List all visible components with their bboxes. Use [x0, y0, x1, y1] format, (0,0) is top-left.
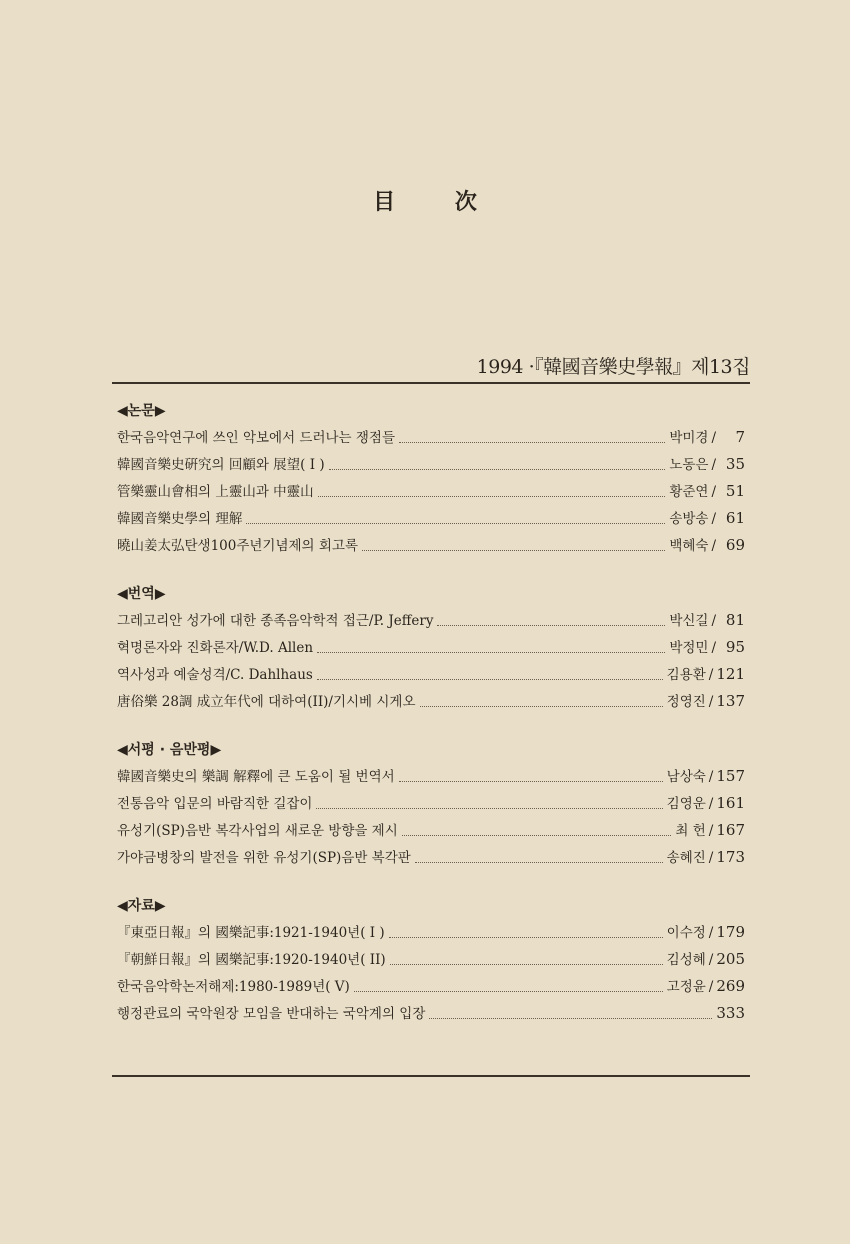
dot-leader	[317, 679, 663, 680]
toc-entry	[117, 661, 745, 688]
dot-leader	[316, 808, 662, 809]
dot-leader	[362, 550, 665, 551]
dot-leader	[415, 862, 663, 863]
entry-title: 『東亞日報』의 國樂記事:1921-1940년( I )	[117, 925, 385, 941]
page-separator: /	[711, 538, 716, 554]
entry-author: 박신길	[669, 613, 709, 629]
entry-title: 유성기(SP)음반 복각사업의 새로운 방향을 제시	[117, 823, 398, 839]
entry-author: 박미경	[669, 430, 709, 446]
entry-author: 송혜진	[666, 850, 706, 866]
dot-leader	[420, 706, 663, 707]
toc-section	[117, 737, 745, 871]
toc-entry	[117, 424, 745, 451]
entry-author: 노동은	[669, 457, 709, 473]
entry-title: 管樂靈山會相의 上靈山과 中靈山	[117, 484, 314, 500]
entry-author: 백혜숙	[669, 538, 709, 554]
dot-leader	[329, 469, 666, 470]
section-heading: ◀자료▶	[117, 898, 166, 914]
entry-page-number: 7	[735, 428, 745, 446]
entry-title: 한국음악연구에 쓰인 악보에서 드러나는 쟁점들	[117, 430, 395, 446]
entry-title: 그레고리안 성가에 대한 종족음악학적 접근/P. Jeffery	[117, 613, 434, 629]
entry-title: 韓國音樂史硏究의 回顧와 展望( I )	[117, 457, 325, 473]
dot-leader	[437, 625, 665, 626]
entry-author: 남상숙	[666, 769, 706, 785]
entry-page-number: 157	[716, 767, 745, 785]
entry-author: 고정윤	[666, 979, 706, 995]
entry-page-number: 173	[716, 848, 745, 866]
page-separator: /	[708, 979, 714, 995]
toc-entry	[117, 844, 745, 871]
entry-title: 韓國音樂史學의 理解	[117, 511, 243, 527]
page-separator: /	[708, 667, 714, 683]
page-separator: /	[711, 484, 716, 500]
entry-title: 曉山姜太弘탄생100주년기념제의 회고록	[117, 538, 359, 554]
section-heading: ◀서평 · 음반평▶	[117, 742, 222, 758]
entry-page-number: 137	[716, 692, 745, 710]
entry-author: 김영운	[666, 796, 706, 812]
entry-page-number: 35	[725, 455, 745, 473]
page-separator: /	[711, 640, 716, 656]
issue-label: 1994 ·『韓國音樂史學報』제13집	[476, 356, 750, 378]
entry-title: 역사성과 예술성격/C. Dahlhaus	[117, 667, 313, 683]
page-separator: /	[711, 430, 716, 446]
page-separator: /	[708, 823, 714, 839]
entry-page-number: 205	[716, 950, 745, 968]
entry-page-number: 269	[716, 977, 745, 995]
entry-title: 『朝鮮日報』의 國樂記事:1920-1940년( II)	[117, 952, 386, 968]
page-separator: /	[711, 457, 716, 473]
dot-leader	[399, 442, 665, 443]
page-separator: /	[708, 694, 714, 710]
entry-author: 이수정	[666, 925, 706, 941]
page-title: 目 次	[373, 189, 503, 215]
section-heading: ◀번역▶	[117, 586, 166, 602]
page-separator: /	[708, 796, 714, 812]
dot-leader	[429, 1018, 712, 1019]
entry-title: 唐俗樂 28調 成立年代에 대하여(II)/기시베 시게오	[117, 694, 416, 710]
dot-leader	[390, 964, 663, 965]
entry-page-number: 121	[716, 665, 745, 683]
entry-page-number: 61	[725, 509, 745, 527]
toc-entry	[117, 634, 745, 661]
entry-page-number: 167	[716, 821, 745, 839]
entry-title: 혁명론자와 진화론자/W.D. Allen	[117, 640, 314, 656]
entry-author: 김성혜	[666, 952, 706, 968]
toc-entry	[117, 973, 745, 1000]
entry-author: 송방송	[669, 511, 709, 527]
entry-title: 韓國音樂史의 樂調 解釋에 큰 도움이 될 번역서	[117, 769, 395, 785]
entry-page-number: 51	[725, 482, 745, 500]
dot-leader	[246, 523, 665, 524]
toc-entry	[117, 478, 745, 505]
section-heading: ◀논문▶	[117, 403, 166, 419]
entry-author: 김용환	[666, 667, 706, 683]
page-separator: /	[708, 769, 714, 785]
toc-entry	[117, 763, 745, 790]
entry-title: 가야금병창의 발전을 위한 유성기(SP)음반 복각판	[117, 850, 411, 866]
entry-title: 행정관료의 국악원장 모임을 반대하는 국악계의 입장	[117, 1006, 426, 1022]
toc-entry	[117, 607, 745, 634]
toc-entry	[117, 817, 745, 844]
toc-entry	[117, 505, 745, 532]
entry-author: 황준연	[669, 484, 709, 500]
entry-page-number: 95	[725, 638, 745, 656]
dot-leader	[399, 781, 663, 782]
toc-entry	[117, 1000, 745, 1027]
page-separator: /	[711, 613, 716, 629]
toc-entry	[117, 451, 745, 478]
toc-section	[117, 398, 745, 559]
dot-leader	[402, 835, 672, 836]
page-separator: /	[708, 952, 714, 968]
entry-author: 정영진	[666, 694, 706, 710]
dot-leader	[318, 496, 666, 497]
toc-section	[117, 893, 745, 1027]
entry-page-number: 81	[725, 611, 745, 629]
dot-leader	[317, 652, 665, 653]
entry-page-number: 161	[716, 794, 745, 812]
toc-entry	[117, 919, 745, 946]
entry-page-number: 179	[716, 923, 745, 941]
entry-title: 전통음악 입문의 바람직한 길잡이	[117, 796, 313, 812]
toc-entry	[117, 688, 745, 715]
toc-list	[117, 398, 745, 1049]
dot-leader	[354, 991, 663, 992]
toc-entry	[117, 790, 745, 817]
toc-section	[117, 581, 745, 715]
entry-title: 한국음악학논저해제:1980-1989년( V)	[117, 979, 350, 995]
top-divider	[112, 382, 750, 384]
toc-entry	[117, 532, 745, 559]
dot-leader	[389, 937, 663, 938]
page-separator: /	[708, 850, 714, 866]
page-separator: /	[708, 925, 714, 941]
entry-page-number: 333	[716, 1004, 745, 1022]
bottom-divider	[112, 1075, 750, 1077]
entry-page-number: 69	[725, 536, 745, 554]
toc-entry	[117, 946, 745, 973]
entry-author: 박정민	[669, 640, 709, 656]
entry-author: 최 헌	[675, 823, 706, 839]
page-separator: /	[711, 511, 716, 527]
